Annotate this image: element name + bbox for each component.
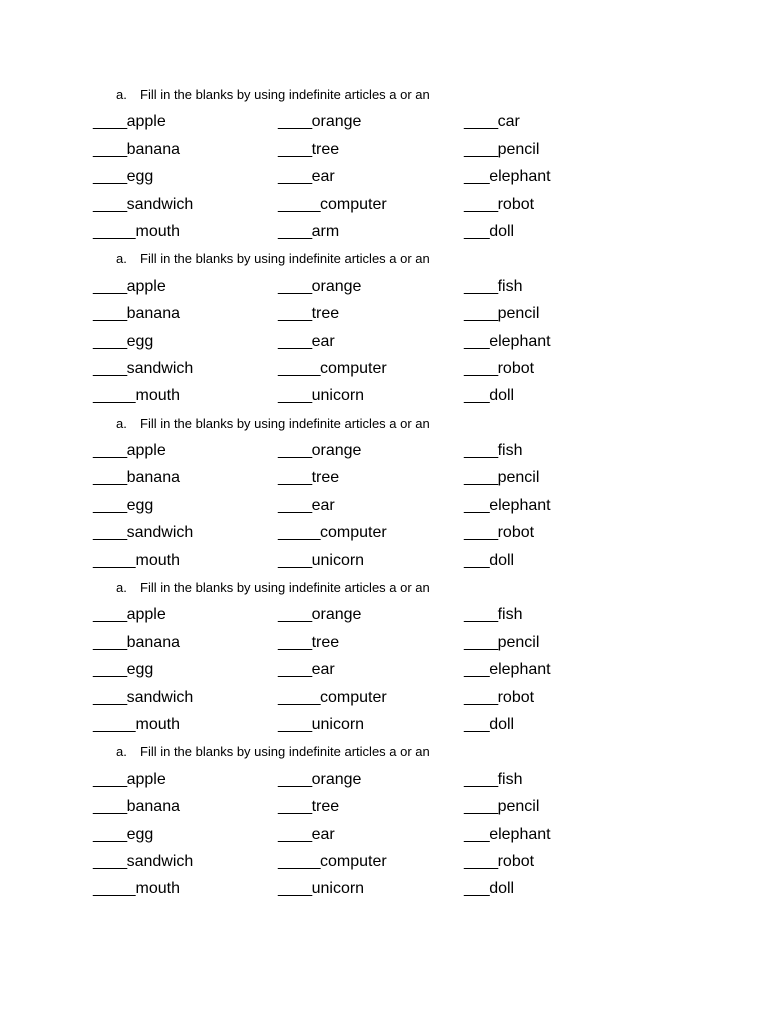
- fill-blank-item: [278, 168, 335, 186]
- fill-blank-item: [93, 798, 180, 816]
- exercise-instruction: [0, 415, 768, 442]
- fill-blank-item: [93, 716, 180, 734]
- blank-line: ____: [464, 113, 498, 131]
- word-text: computer: [320, 359, 387, 377]
- fill-blank-item: [464, 333, 551, 351]
- blank-line: ___: [464, 387, 490, 405]
- exercise-instruction: [0, 250, 768, 277]
- exercise-section: [0, 250, 768, 414]
- fill-blank-item: [93, 469, 180, 487]
- exercise-section: [0, 86, 768, 250]
- word-row: [0, 442, 768, 469]
- list-marker: a.: [116, 415, 127, 431]
- word-text: doll: [489, 387, 515, 405]
- fill-blank-item: [93, 853, 193, 871]
- fill-blank-item: [278, 524, 387, 542]
- fill-blank-item: [93, 168, 153, 186]
- word-row: [0, 196, 768, 223]
- blank-line: ____: [93, 442, 127, 460]
- blank-line: ____: [93, 798, 127, 816]
- word-text: banana: [126, 469, 180, 487]
- blank-line: _____: [278, 688, 320, 706]
- blank-line: ____: [278, 113, 312, 131]
- fill-blank-item: [278, 141, 339, 159]
- blank-line: ___: [464, 880, 490, 898]
- blank-line: ____: [93, 140, 127, 158]
- word-text: pencil: [497, 469, 540, 487]
- word-text: sandwich: [126, 195, 194, 213]
- word-row: [0, 469, 768, 496]
- word-text: orange: [311, 113, 362, 131]
- fill-blank-item: [464, 798, 539, 816]
- word-row: [0, 880, 768, 907]
- word-text: tree: [311, 305, 340, 323]
- word-rows: [0, 771, 768, 908]
- word-row: [0, 168, 768, 195]
- fill-blank-item: [278, 606, 361, 624]
- word-text: doll: [489, 715, 515, 733]
- blank-line: ____: [93, 113, 127, 131]
- word-text: unicorn: [311, 880, 365, 898]
- fill-blank-item: [278, 826, 335, 844]
- blank-line: ____: [464, 305, 498, 323]
- blank-line: ____: [93, 305, 127, 323]
- blank-line: ____: [278, 633, 312, 651]
- word-text: sandwich: [126, 852, 194, 870]
- instruction-text: Fill in the blanks by using indefinite articles a or an: [140, 251, 430, 267]
- word-text: elephant: [489, 825, 551, 843]
- blank-line: ___: [464, 332, 490, 350]
- fill-blank-item: [93, 113, 166, 131]
- word-text: tree: [311, 798, 340, 816]
- exercise-section: [0, 743, 768, 907]
- word-text: unicorn: [311, 551, 365, 569]
- blank-line: ____: [278, 442, 312, 460]
- fill-blank-item: [93, 223, 180, 241]
- word-rows: [0, 113, 768, 250]
- word-text: banana: [126, 798, 180, 816]
- fill-blank-item: [93, 278, 166, 296]
- word-text: banana: [126, 305, 180, 323]
- blank-line: ____: [278, 140, 312, 158]
- fill-blank-item: [464, 606, 523, 624]
- word-row: [0, 113, 768, 140]
- list-marker: a.: [116, 251, 127, 267]
- blank-line: ____: [93, 770, 127, 788]
- blank-line: ____: [464, 524, 498, 542]
- blank-line: ____: [93, 332, 127, 350]
- fill-blank-item: [464, 387, 514, 405]
- word-text: orange: [311, 442, 362, 460]
- word-text: egg: [126, 332, 154, 350]
- blank-line: ____: [93, 469, 127, 487]
- word-text: sandwich: [126, 359, 194, 377]
- exercise-instruction: [0, 743, 768, 770]
- blank-line: ____: [93, 606, 127, 624]
- fill-blank-item: [278, 387, 364, 405]
- blank-line: ___: [464, 496, 490, 514]
- word-row: [0, 606, 768, 633]
- word-text: ear: [311, 496, 335, 514]
- blank-line: _____: [278, 852, 320, 870]
- blank-line: ___: [464, 661, 490, 679]
- blank-line: _____: [278, 524, 320, 542]
- blank-line: ___: [464, 168, 490, 186]
- fill-blank-item: [278, 798, 339, 816]
- fill-blank-item: [93, 552, 180, 570]
- list-marker: a.: [116, 87, 127, 102]
- fill-blank-item: [464, 442, 523, 460]
- fill-blank-item: [464, 360, 534, 378]
- fill-blank-item: [278, 469, 339, 487]
- fill-blank-item: [278, 880, 364, 898]
- blank-line: ____: [464, 770, 498, 788]
- word-text: robot: [497, 359, 535, 377]
- fill-blank-item: [464, 689, 534, 707]
- word-text: banana: [126, 140, 180, 158]
- word-text: egg: [126, 661, 154, 679]
- blank-line: ____: [278, 715, 312, 733]
- blank-line: ____: [464, 195, 498, 213]
- fill-blank-item: [464, 196, 534, 214]
- word-text: computer: [320, 195, 387, 213]
- blank-line: ____: [93, 168, 127, 186]
- blank-line: ____: [278, 880, 312, 898]
- exercise-instruction: [0, 86, 768, 113]
- fill-blank-item: [93, 524, 193, 542]
- fill-blank-item: [93, 606, 166, 624]
- word-row: [0, 360, 768, 387]
- word-text: egg: [126, 825, 154, 843]
- word-text: sandwich: [126, 688, 194, 706]
- word-text: _mouth: [126, 387, 180, 405]
- blank-line: ____: [93, 825, 127, 843]
- word-text: ear: [311, 661, 335, 679]
- word-text: ear: [311, 332, 335, 350]
- word-text: apple: [126, 770, 166, 788]
- blank-line: ____: [278, 168, 312, 186]
- fill-blank-item: [278, 497, 335, 515]
- word-text: tree: [311, 633, 340, 651]
- blank-line: ____: [464, 852, 498, 870]
- exercise-section: [0, 579, 768, 743]
- word-text: fish: [497, 606, 523, 624]
- blank-line: ____: [278, 770, 312, 788]
- fill-blank-item: [464, 853, 534, 871]
- fill-blank-item: [464, 716, 514, 734]
- fill-blank-item: [93, 387, 180, 405]
- fill-blank-item: [93, 826, 153, 844]
- blank-line: ____: [93, 524, 127, 542]
- fill-blank-item: [464, 305, 539, 323]
- word-row: [0, 826, 768, 853]
- blank-line: ____: [93, 880, 127, 898]
- blank-line: ____: [93, 715, 127, 733]
- word-text: _mouth: [126, 551, 180, 569]
- list-marker: a.: [116, 580, 127, 596]
- word-text: doll: [489, 551, 515, 569]
- blank-line: ____: [93, 277, 127, 295]
- fill-blank-item: [93, 305, 180, 323]
- fill-blank-item: [464, 168, 551, 186]
- word-row: [0, 716, 768, 743]
- blank-line: ____: [464, 469, 498, 487]
- word-row: [0, 771, 768, 798]
- fill-blank-item: [278, 305, 339, 323]
- word-text: unicorn: [311, 387, 365, 405]
- blank-line: ___: [464, 825, 490, 843]
- fill-blank-item: [464, 524, 534, 542]
- fill-blank-item: [93, 689, 193, 707]
- fill-blank-item: [464, 826, 551, 844]
- fill-blank-item: [464, 223, 514, 241]
- word-text: pencil: [497, 305, 540, 323]
- word-text: apple: [126, 442, 166, 460]
- word-row: [0, 497, 768, 524]
- fill-blank-item: [93, 771, 166, 789]
- word-text: unicorn: [311, 715, 365, 733]
- word-text: egg: [126, 168, 154, 186]
- word-text: computer: [320, 524, 387, 542]
- blank-line: _____: [278, 195, 320, 213]
- fill-blank-item: [93, 661, 153, 679]
- blank-line: ____: [93, 661, 127, 679]
- fill-blank-item: [278, 661, 335, 679]
- fill-blank-item: [464, 469, 539, 487]
- word-row: [0, 661, 768, 688]
- blank-line: ____: [464, 606, 498, 624]
- word-text: _mouth: [126, 222, 180, 240]
- word-row: [0, 552, 768, 579]
- word-text: robot: [497, 852, 535, 870]
- fill-blank-item: [93, 497, 153, 515]
- blank-line: ____: [278, 277, 312, 295]
- blank-line: ____: [278, 332, 312, 350]
- fill-blank-item: [464, 552, 514, 570]
- fill-blank-item: [278, 634, 339, 652]
- word-row: [0, 524, 768, 551]
- fill-blank-item: [93, 880, 180, 898]
- word-text: orange: [311, 277, 362, 295]
- word-row: [0, 333, 768, 360]
- word-text: tree: [311, 469, 340, 487]
- fill-blank-item: [464, 278, 523, 296]
- blank-line: ____: [464, 442, 498, 460]
- word-rows: [0, 606, 768, 743]
- word-text: orange: [311, 606, 362, 624]
- fill-blank-item: [464, 661, 551, 679]
- blank-line: ____: [278, 606, 312, 624]
- fill-blank-item: [93, 141, 180, 159]
- blank-line: ____: [93, 195, 127, 213]
- fill-blank-item: [278, 223, 339, 241]
- blank-line: ____: [278, 661, 312, 679]
- word-text: doll: [489, 222, 515, 240]
- blank-line: ___: [464, 551, 490, 569]
- word-text: robot: [497, 524, 535, 542]
- word-row: [0, 689, 768, 716]
- blank-line: _____: [278, 359, 320, 377]
- worksheet-sections: [0, 86, 768, 908]
- word-text: elephant: [489, 496, 551, 514]
- word-text: egg: [126, 496, 154, 514]
- blank-line: ____: [278, 305, 312, 323]
- fill-blank-item: [278, 113, 361, 131]
- fill-blank-item: [93, 442, 166, 460]
- instruction-text: Fill in the blanks by using indefinite articles a or an: [140, 87, 430, 102]
- blank-line: ____: [93, 359, 127, 377]
- fill-blank-item: [464, 497, 551, 515]
- word-text: apple: [126, 113, 166, 131]
- fill-blank-item: [464, 634, 539, 652]
- fill-blank-item: [278, 196, 387, 214]
- blank-line: ____: [93, 496, 127, 514]
- fill-blank-item: [278, 360, 387, 378]
- word-rows: [0, 442, 768, 579]
- fill-blank-item: [93, 333, 153, 351]
- blank-line: ____: [93, 222, 127, 240]
- word-text: arm: [311, 222, 340, 240]
- word-text: pencil: [497, 798, 540, 816]
- word-row: [0, 798, 768, 825]
- fill-blank-item: [278, 689, 387, 707]
- fill-blank-item: [464, 880, 514, 898]
- word-text: fish: [497, 770, 523, 788]
- blank-line: ____: [93, 633, 127, 651]
- blank-line: ____: [278, 387, 312, 405]
- word-text: pencil: [497, 633, 540, 651]
- blank-line: ____: [278, 469, 312, 487]
- word-text: ear: [311, 168, 335, 186]
- word-text: elephant: [489, 332, 551, 350]
- fill-blank-item: [464, 771, 523, 789]
- blank-line: ____: [464, 277, 498, 295]
- instruction-text: Fill in the blanks by using indefinite articles a or an: [140, 415, 430, 431]
- fill-blank-item: [93, 360, 193, 378]
- word-text: _mouth: [126, 715, 180, 733]
- word-text: banana: [126, 633, 180, 651]
- fill-blank-item: [93, 634, 180, 652]
- blank-line: ___: [464, 222, 490, 240]
- word-text: sandwich: [126, 524, 194, 542]
- word-text: fish: [497, 277, 523, 295]
- fill-blank-item: [278, 442, 361, 460]
- fill-blank-item: [278, 278, 361, 296]
- blank-line: ____: [278, 551, 312, 569]
- exercise-section: [0, 415, 768, 579]
- word-text: apple: [126, 606, 166, 624]
- word-rows: [0, 278, 768, 415]
- word-text: _mouth: [126, 880, 180, 898]
- word-text: computer: [320, 688, 387, 706]
- blank-line: ____: [464, 140, 498, 158]
- word-text: orange: [311, 770, 362, 788]
- word-text: fish: [497, 442, 523, 460]
- word-text: elephant: [489, 661, 551, 679]
- blank-line: ____: [278, 222, 312, 240]
- word-text: computer: [320, 852, 387, 870]
- fill-blank-item: [278, 716, 364, 734]
- blank-line: ____: [93, 688, 127, 706]
- word-row: [0, 387, 768, 414]
- instruction-text: Fill in the blanks by using indefinite articles a or an: [140, 580, 430, 596]
- blank-line: ____: [464, 633, 498, 651]
- word-row: [0, 223, 768, 250]
- blank-line: ____: [278, 798, 312, 816]
- word-text: pencil: [497, 140, 540, 158]
- fill-blank-item: [278, 853, 387, 871]
- blank-line: ____: [93, 551, 127, 569]
- word-text: tree: [311, 140, 340, 158]
- blank-line: ____: [278, 496, 312, 514]
- word-text: doll: [489, 880, 515, 898]
- word-row: [0, 853, 768, 880]
- blank-line: ___: [464, 715, 490, 733]
- blank-line: ____: [93, 852, 127, 870]
- word-text: car: [497, 113, 520, 131]
- word-text: robot: [497, 195, 535, 213]
- word-text: elephant: [489, 168, 551, 186]
- blank-line: ____: [93, 387, 127, 405]
- fill-blank-item: [464, 113, 520, 131]
- word-text: ear: [311, 825, 335, 843]
- list-marker: a.: [116, 744, 127, 760]
- fill-blank-item: [278, 333, 335, 351]
- blank-line: ____: [464, 359, 498, 377]
- word-text: robot: [497, 688, 535, 706]
- word-row: [0, 634, 768, 661]
- fill-blank-item: [464, 141, 539, 159]
- fill-blank-item: [93, 196, 193, 214]
- blank-line: ____: [278, 825, 312, 843]
- word-text: apple: [126, 277, 166, 295]
- exercise-instruction: [0, 579, 768, 606]
- blank-line: ____: [464, 798, 498, 816]
- word-row: [0, 278, 768, 305]
- word-row: [0, 141, 768, 168]
- fill-blank-item: [278, 771, 361, 789]
- word-row: [0, 305, 768, 332]
- instruction-text: Fill in the blanks by using indefinite articles a or an: [140, 744, 430, 760]
- fill-blank-item: [278, 552, 364, 570]
- blank-line: ____: [464, 688, 498, 706]
